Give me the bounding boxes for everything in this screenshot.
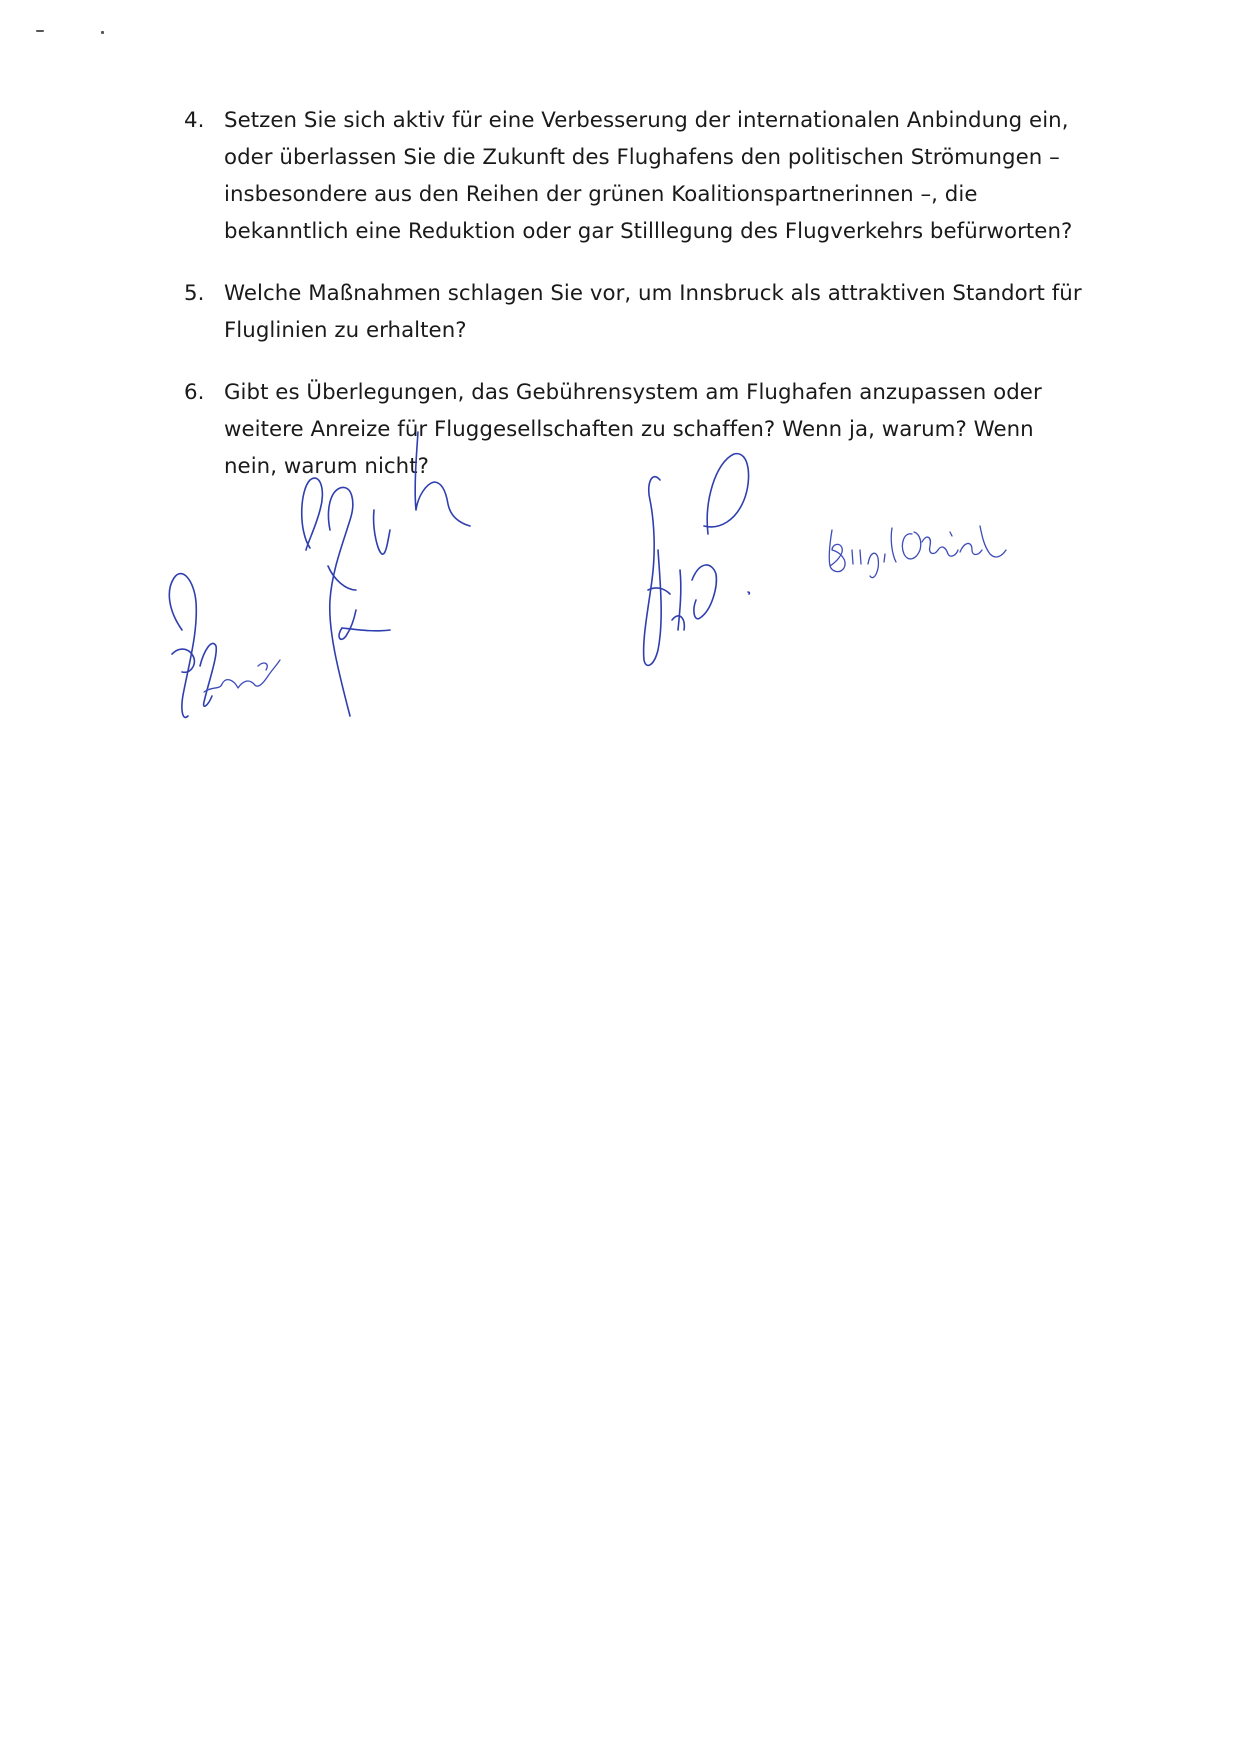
- question-number: 5.: [184, 281, 205, 306]
- question-text-line: insbesondere aus den Reihen der grünen Koalitionspartnerinnen –, die: [224, 182, 978, 207]
- question-text-line: oder überlassen Sie die Zukunft des Flughafens den politischen Strömungen –: [224, 145, 1060, 170]
- signature-drawing: [160, 470, 1060, 810]
- scan-artifact-dot: [101, 31, 104, 34]
- question-text-line: Fluglinien zu erhalten?: [224, 318, 467, 343]
- question-list: [182, 102, 1122, 510]
- question-item-4: [182, 102, 1122, 250]
- question-number: 4.: [184, 108, 205, 133]
- signature-2-icon: [302, 432, 470, 716]
- signature-3-icon: [644, 454, 750, 666]
- question-text-line: bekanntlich eine Reduktion oder gar Stilllegung des Flugverkehrs befürworten?: [224, 219, 1073, 244]
- question-text-line: Setzen Sie sich aktiv für eine Verbesserung der internationalen Anbindung ein,: [224, 108, 1069, 133]
- signature-1-icon: [169, 574, 280, 718]
- signature-4-icon: [829, 526, 1006, 578]
- question-item-6: [182, 374, 1122, 485]
- signature-block: [160, 470, 1060, 810]
- question-item-5: [182, 275, 1122, 349]
- question-text-line: nein, warum nicht?: [224, 454, 429, 479]
- question-text-line: Gibt es Überlegungen, das Gebührensystem am Flughafen anzupassen oder: [224, 380, 1042, 405]
- question-number: 6.: [184, 380, 205, 405]
- scan-artifact-mark: [36, 30, 44, 32]
- question-text-line: weitere Anreize für Fluggesellschaften zu schaffen? Wenn ja, warum? Wenn: [224, 417, 1034, 442]
- question-text-line: Welche Maßnahmen schlagen Sie vor, um Innsbruck als attraktiven Standort für: [224, 281, 1082, 306]
